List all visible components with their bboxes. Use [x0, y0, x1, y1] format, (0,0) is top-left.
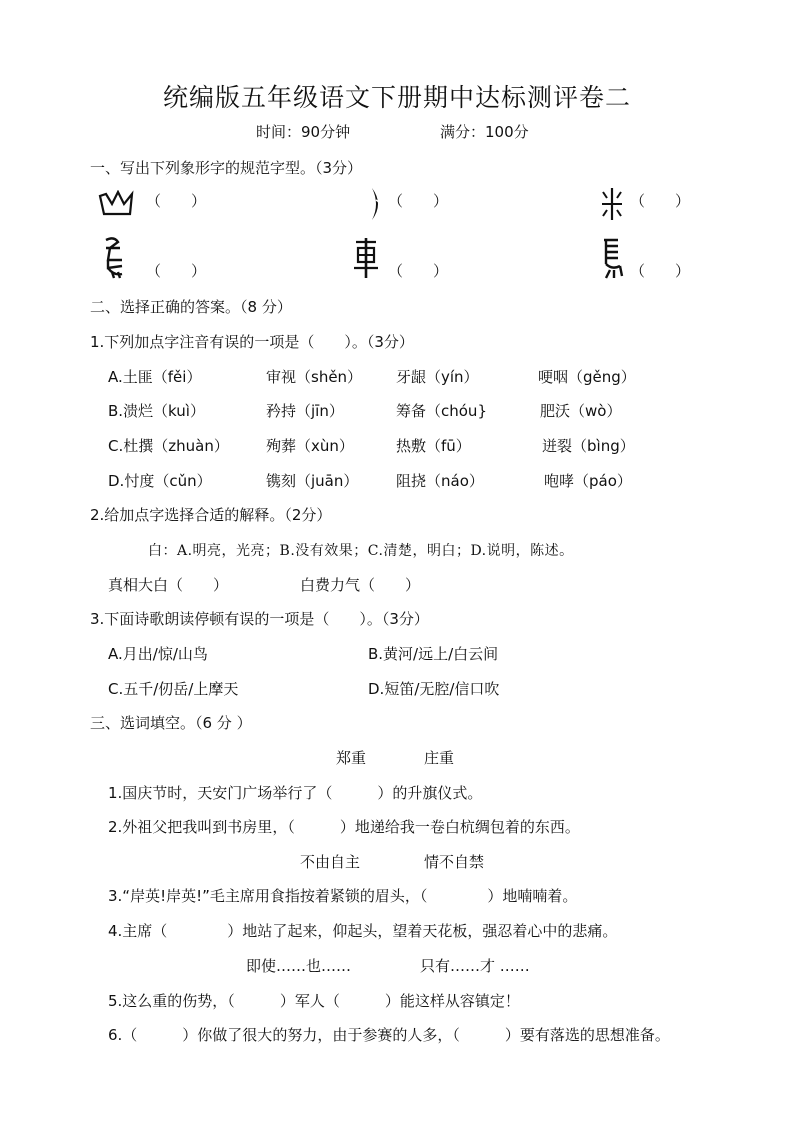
fill-sentence-3: 3.“岸英!岸英!”毛主席用食指按着紧锁的眉头，（ ）地喃喃着。: [108, 887, 578, 905]
answer-paren-4[interactable]: （ ）: [146, 262, 207, 280]
fill-sentence-6: 6.（ ）你做了很大的努力，由于参赛的人多，（ ）要有落选的思想准备。: [108, 1026, 670, 1044]
exam-time: 时间：90分钟: [256, 123, 351, 141]
q2-item-a: 真相大白（ ）: [108, 576, 229, 594]
q1-option-d-1: D.忖度（cǔn）: [108, 472, 212, 490]
word-choice-1a: 郑重: [336, 749, 367, 767]
q1-option-d-4: 咆哮（páo）: [544, 472, 632, 490]
moon-glyph-icon: [364, 186, 386, 222]
q1-option-c-3: 热敷（fū）: [396, 437, 471, 455]
q1-option-b-3: 筹备（chóu}: [396, 402, 487, 420]
section-3-heading: 三、选词填空。（6 分 ）: [90, 714, 252, 732]
q1-option-a-1: A.土匪（fěi）: [108, 368, 202, 386]
q1-option-c-2: 殉葬（xùn）: [266, 437, 354, 455]
section-1-heading: 一、写出下列象形字的规范字型。（3分）: [90, 159, 363, 177]
crown-glyph-icon: [98, 190, 134, 220]
bird-glyph-icon: [100, 236, 126, 280]
word-choice-3a: 即使……也……: [246, 957, 352, 975]
cart-glyph-icon: [352, 236, 380, 280]
word-choice-3b: 只有……才 ……: [420, 957, 530, 975]
q1-option-a-4: 哽咽（gěng）: [538, 368, 636, 386]
word-choice-1b: 庄重: [424, 749, 455, 767]
fill-sentence-1: 1.国庆节时，天安门广场举行了（ ）的升旗仪式。: [108, 784, 483, 802]
q2-definitions: 白：A.明亮，光亮；B.没有效果；C.清楚，明白；D.说明，陈述。: [148, 543, 574, 559]
answer-paren-3[interactable]: （ ）: [630, 192, 691, 210]
page-title: 统编版五年级语文下册期中达标测评卷二: [162, 83, 631, 112]
q1-option-b-4: 肥沃（wò）: [540, 402, 622, 420]
q1-option-c-1: C.杜撰（zhuàn）: [108, 437, 229, 455]
q1-option-d-2: 镌刻（juān）: [266, 472, 359, 490]
q2-item-b: 白费力气（ ）: [300, 576, 421, 594]
q3-option-a: A.月出/惊/山鸟: [108, 645, 208, 663]
full-score: 满分：100分: [440, 123, 529, 141]
rice-glyph-icon: [598, 186, 626, 222]
word-choice-2a: 不由自主: [300, 853, 361, 871]
word-choice-2b: 情不自禁: [424, 853, 485, 871]
answer-paren-2[interactable]: （ ）: [388, 192, 449, 210]
q3-option-c: C.五千/仞岳/上摩天: [108, 680, 239, 698]
question-3-stem: 3.下面诗歌朗读停顿有误的一项是（ ）。（3分）: [90, 610, 429, 628]
fill-sentence-5: 5.这么重的伤势，（ ）军人（ ）能这样从容镇定！: [108, 992, 520, 1010]
fill-sentence-4: 4.主席（ ）地站了起来，仰起头，望着天花板，强忍着心中的悲痛。: [108, 922, 618, 940]
q1-option-b-2: 矜持（jīn）: [266, 402, 344, 420]
q3-option-b: B.黄河/远上/白云间: [368, 645, 499, 663]
q1-option-a-3: 牙龈（yín）: [396, 368, 479, 386]
answer-paren-1[interactable]: （ ）: [146, 192, 207, 210]
question-1-stem: 1.下列加点字注音有误的一项是（ ）。（3分）: [90, 333, 414, 351]
q1-option-b-1: B.溃烂（kuì）: [108, 402, 205, 420]
horse-glyph-icon: [598, 236, 626, 280]
answer-paren-5[interactable]: （ ）: [388, 262, 449, 280]
q1-option-d-3: 阻挠（náo）: [396, 472, 484, 490]
fill-sentence-2: 2.外祖父把我叫到书房里，（ ）地递给我一卷白杭绸包着的东西。: [108, 818, 580, 836]
answer-paren-6[interactable]: （ ）: [630, 262, 691, 280]
question-2-stem: 2.给加点字选择合适的解释。（2分）: [90, 506, 332, 524]
q1-option-a-2: 审视（shěn）: [266, 368, 363, 386]
q1-option-c-4: 迸裂（bìng）: [542, 437, 635, 455]
section-2-heading: 二、选择正确的答案。（8 分）: [90, 298, 292, 316]
q3-option-d: D.短笛/无腔/信口吹: [368, 680, 500, 698]
